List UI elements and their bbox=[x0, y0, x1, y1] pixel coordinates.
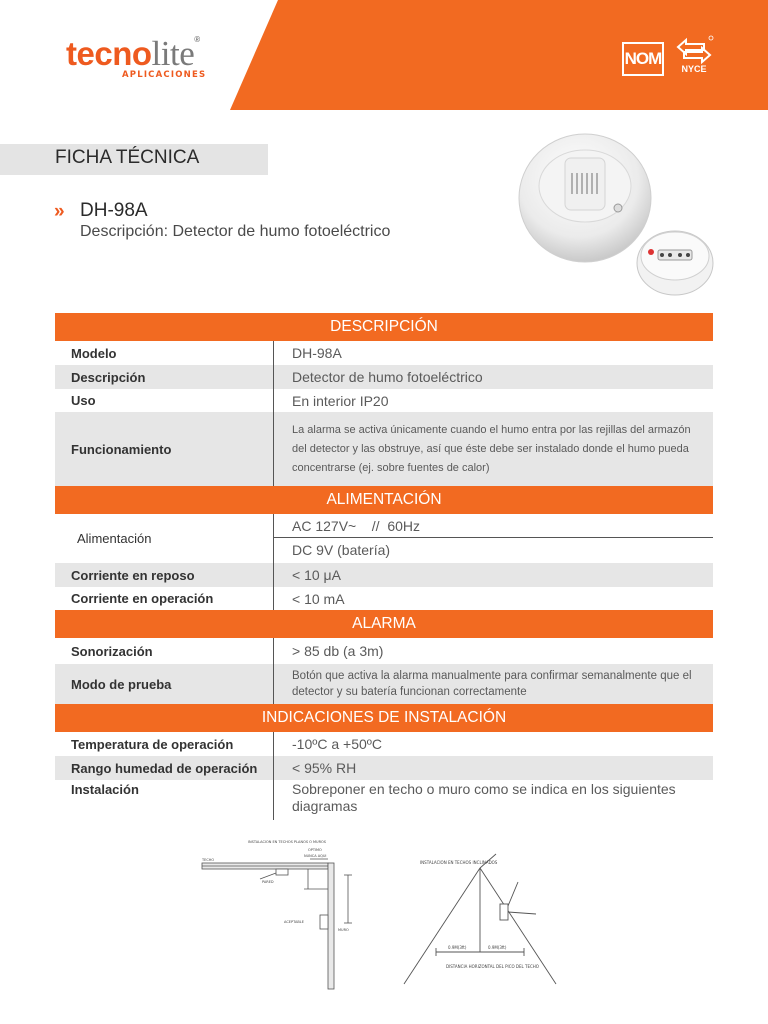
table-row bbox=[55, 780, 713, 820]
section-heading-alarma: ALARMA bbox=[55, 610, 713, 638]
row-value: Botón que activa la alarma manualmente para confirmar semanalmente que el detector y su batería funcionan correctamente bbox=[292, 670, 692, 698]
row-label: Descripción bbox=[55, 365, 274, 389]
page-title: FICHA TÉCNICA bbox=[55, 147, 200, 168]
nom-certification-badge bbox=[622, 42, 664, 76]
diagram-label: 0.9M(3ft) bbox=[448, 945, 467, 950]
section-heading-descripcion: DESCRIPCIÓN bbox=[55, 313, 713, 341]
registered-mark: ® bbox=[194, 35, 200, 44]
row-value: La alarma se activa únicamente cuando el humo entra por las rejillas del armazón del detector y las obstruye, así que éste debe ser instalado donde el humo pueda concentrarse (ej. sobre fuentes de calor) bbox=[292, 423, 691, 474]
brand-name-part2: lite bbox=[151, 34, 195, 73]
nyce-certification-badge bbox=[674, 35, 716, 79]
table-row bbox=[55, 587, 713, 610]
diagram-label: INSTALACION EN TECHOS INCLINADOS bbox=[420, 860, 498, 865]
row-label: Temperatura de operación bbox=[55, 732, 274, 756]
table-row bbox=[55, 341, 713, 365]
table-row bbox=[55, 389, 713, 412]
diagram-label: NUNCA AQUI bbox=[304, 854, 327, 858]
row-value: < 10 μA bbox=[292, 567, 341, 583]
row-label: Sonorización bbox=[55, 638, 274, 664]
row-label: Corriente en operación bbox=[55, 587, 274, 610]
row-value: AC 127V~ // 60Hz bbox=[274, 514, 713, 538]
model-description: Descripción: Detector de humo fotoeléctrico bbox=[80, 223, 391, 240]
diagram-label: ACEPTABLE bbox=[284, 920, 304, 924]
double-chevron-icon: » bbox=[54, 201, 62, 222]
diagram-label: 0.9M(3ft) bbox=[488, 945, 507, 950]
nom-label: NOM bbox=[624, 49, 662, 68]
sloped-ceiling-diagram bbox=[396, 852, 568, 990]
product-photo bbox=[510, 128, 720, 300]
row-label: Modelo bbox=[55, 341, 274, 365]
row-value: -10ºC a +50ºC bbox=[292, 736, 382, 752]
table-row bbox=[55, 514, 713, 563]
row-value: < 10 mA bbox=[292, 590, 345, 607]
table-row bbox=[55, 563, 713, 587]
table-row bbox=[55, 412, 713, 486]
table-row bbox=[55, 664, 713, 704]
row-label: Modo de prueba bbox=[55, 664, 274, 704]
row-value-group bbox=[274, 514, 713, 563]
row-value: Detector de humo fotoeléctrico bbox=[292, 369, 483, 385]
flat-ceiling-diagram bbox=[200, 835, 360, 993]
diagram-label: TECHO bbox=[202, 858, 215, 862]
spec-table bbox=[55, 313, 713, 820]
table-row bbox=[55, 732, 713, 756]
row-value: En interior IP20 bbox=[292, 392, 389, 409]
nyce-label: NYCE bbox=[681, 64, 707, 74]
table-row bbox=[55, 638, 713, 664]
brand-logo[interactable] bbox=[66, 36, 206, 80]
row-label: Alimentación bbox=[55, 514, 274, 563]
nyce-arrows-icon bbox=[674, 35, 714, 65]
brand-name-part1: tecno bbox=[66, 35, 152, 72]
table-row bbox=[55, 365, 713, 389]
section-heading-alimentacion: ALIMENTACIÓN bbox=[55, 486, 713, 514]
row-label: Instalación bbox=[55, 780, 274, 820]
row-value: DH-98A bbox=[292, 345, 342, 361]
model-code: DH-98A bbox=[80, 200, 148, 221]
brand-subtitle: APLICACIONES bbox=[122, 70, 207, 80]
diagram-label: MURO bbox=[338, 928, 349, 932]
row-label: Corriente en reposo bbox=[55, 563, 274, 587]
row-label: Rango humedad de operación bbox=[55, 756, 274, 780]
diagram-label: INSTALACION EN TECHOS PLANOS O MUROS bbox=[248, 840, 327, 844]
diagram-label: DISTANCIA HORIZONTAL DEL PICO DEL TECHO bbox=[446, 964, 539, 969]
diagram-label: PARED bbox=[262, 880, 274, 884]
diagram-label: OPTIMO bbox=[308, 848, 322, 852]
row-value: DC 9V (batería) bbox=[292, 542, 391, 558]
row-label: Funcionamiento bbox=[55, 412, 274, 486]
row-value: > 85 db (a 3m) bbox=[292, 643, 384, 659]
section-heading-instalacion: INDICACIONES DE INSTALACIÓN bbox=[55, 704, 713, 732]
row-label: Uso bbox=[55, 389, 274, 412]
table-row bbox=[55, 756, 713, 780]
row-value: < 95% RH bbox=[292, 760, 357, 776]
row-value: Sobreponer en techo o muro como se indica en los siguientes diagramas bbox=[292, 781, 676, 814]
